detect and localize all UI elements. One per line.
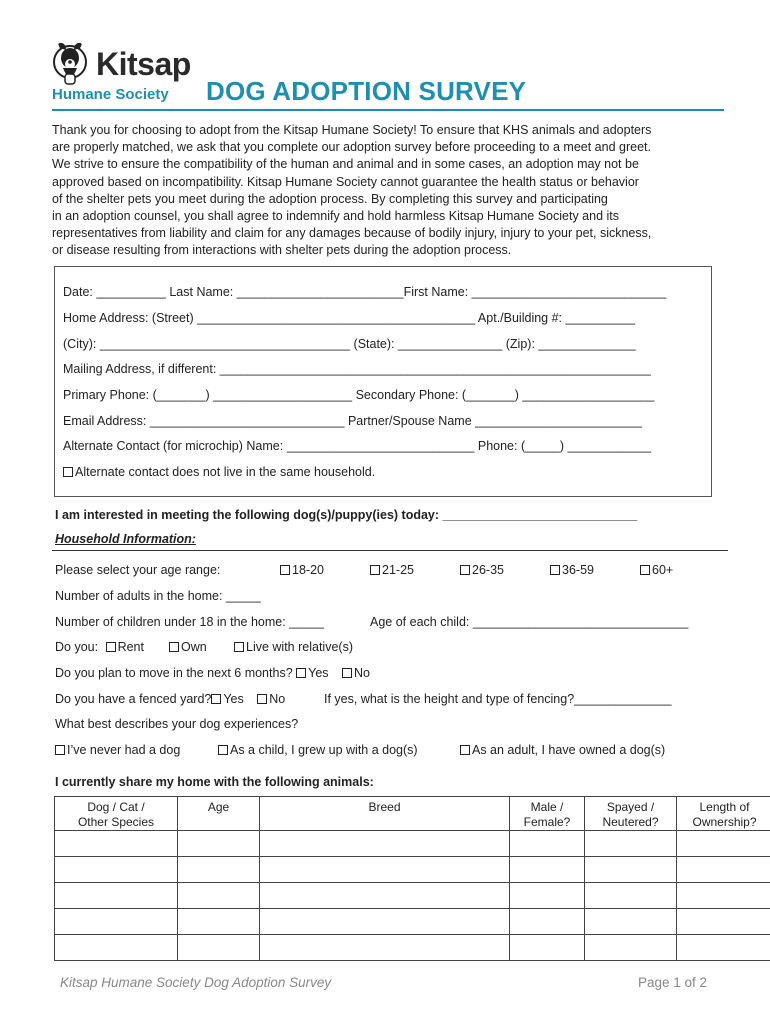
no-label: No <box>269 692 286 706</box>
title-divider <box>52 109 724 111</box>
table-header-row <box>55 797 770 831</box>
experience-option <box>218 744 418 757</box>
fence-question <box>55 693 285 706</box>
column-header: Length of Ownership? <box>677 797 770 831</box>
housing-option: Rent <box>117 640 144 654</box>
age-option <box>550 564 594 577</box>
table-cell[interactable] <box>260 883 510 909</box>
experience-option-label: As a child, I grew up with a dog(s) <box>230 743 418 757</box>
housing-option: Live with relative(s) <box>246 640 353 654</box>
alternate-contact-field[interactable]: Alternate Contact (for microchip) Name: ___________________________ Phone: (_____) ____________ <box>63 439 651 453</box>
intro-line: We strive to ensure the compatibility of the human and animal and in some cases, an adoption may not be <box>52 157 639 172</box>
experience-option <box>460 744 665 757</box>
table-cell[interactable] <box>510 883 585 909</box>
column-header: Breed <box>260 797 510 831</box>
intro-line: in an adoption counsel, you shall agree to indemnify and hold harmless Kitsap Humane Society and its <box>52 209 620 224</box>
interest-field[interactable]: I am interested in meeting the following dog(s)/puppy(ies) today: ____________________________ <box>55 508 638 522</box>
table-cell[interactable] <box>510 857 585 883</box>
checkbox[interactable] <box>106 642 116 652</box>
checkbox[interactable] <box>280 565 290 575</box>
child-ages-field[interactable]: Age of each child: _______________________________ <box>370 615 689 629</box>
yes-label: Yes <box>308 666 329 680</box>
table-cell[interactable] <box>510 909 585 935</box>
intro-line: representatives from liability and claim for any damages because of bodily injury, injury to your pet, sickness, <box>52 226 652 241</box>
experience-option <box>55 744 180 757</box>
age-option <box>640 564 673 577</box>
checkbox[interactable] <box>55 745 65 755</box>
household-divider <box>52 550 728 551</box>
animals-heading: I currently share my home with the following animals: <box>55 775 374 789</box>
housing-label: Do you: <box>55 640 99 654</box>
name-date-field[interactable]: Date: __________ Last Name: ________________________First Name: ____________________________ <box>63 285 667 299</box>
fence-question-label: Do you have a fenced yard? <box>55 692 212 706</box>
page-title: DOG ADOPTION SURVEY <box>206 76 527 106</box>
checkbox[interactable] <box>169 642 179 652</box>
table-cell[interactable] <box>585 883 677 909</box>
housing-option-relative <box>234 641 353 654</box>
column-header: Spayed / Neutered? <box>585 797 677 831</box>
table-cell[interactable] <box>677 935 770 961</box>
table-cell[interactable] <box>55 883 178 909</box>
checkbox[interactable] <box>63 467 73 477</box>
housing-option: Own <box>181 640 207 654</box>
animals-table <box>54 796 770 961</box>
age-option-label: 36-59 <box>562 563 594 577</box>
age-option <box>280 564 324 577</box>
table-cell[interactable] <box>178 935 260 961</box>
table-cell[interactable] <box>677 909 770 935</box>
table-cell[interactable] <box>55 831 178 857</box>
move-question-label: Do you plan to move in the next 6 months? <box>55 666 293 680</box>
table-cell[interactable] <box>585 935 677 961</box>
table-cell[interactable] <box>585 909 677 935</box>
email-partner-field[interactable]: Email Address: ____________________________ Partner/Spouse Name ________________________ <box>63 414 642 428</box>
age-option-label: 60+ <box>652 563 674 577</box>
footer-title: Kitsap Humane Society Dog Adoption Survey <box>60 975 332 990</box>
age-option <box>370 564 414 577</box>
age-range-label: Please select your age range: <box>55 563 221 577</box>
adults-field[interactable]: Number of adults in the home: _____ <box>55 589 261 603</box>
checkbox[interactable] <box>218 745 228 755</box>
checkbox[interactable] <box>460 565 470 575</box>
yes-label: Yes <box>223 692 244 706</box>
checkbox[interactable] <box>234 642 244 652</box>
experience-option-label: I’ve never had a dog <box>67 743 181 757</box>
table-cell[interactable] <box>55 857 178 883</box>
dog-logo-icon <box>52 40 88 86</box>
age-option <box>460 564 504 577</box>
table-cell[interactable] <box>55 935 178 961</box>
intro-paragraph <box>52 122 728 260</box>
table-row <box>55 935 770 961</box>
table-row <box>55 909 770 935</box>
checkbox[interactable] <box>370 565 380 575</box>
fence-height-field[interactable]: If yes, what is the height and type of fencing?______________ <box>324 692 672 706</box>
experience-option-label: As an adult, I have owned a dog(s) <box>472 743 666 757</box>
table-cell[interactable] <box>260 935 510 961</box>
table-cell[interactable] <box>585 831 677 857</box>
intro-line: of the shelter pets you meet during the adoption process. By completing this survey and participating <box>52 191 608 206</box>
household-heading: Household Information: <box>55 532 196 546</box>
checkbox[interactable] <box>460 745 470 755</box>
table-row <box>55 883 770 909</box>
table-cell[interactable] <box>677 857 770 883</box>
table-cell[interactable] <box>585 857 677 883</box>
home-address-field[interactable]: Home Address: (Street) ________________________________________ Apt./Building #: __________ <box>63 311 636 325</box>
checkbox-label: Alternate contact does not live in the same household. <box>75 465 376 479</box>
checkbox[interactable] <box>342 668 352 678</box>
table-cell[interactable] <box>677 883 770 909</box>
age-option-label: 18-20 <box>292 563 324 577</box>
checkbox[interactable] <box>211 694 221 704</box>
mailing-address-field[interactable]: Mailing Address, if different: ______________________________________________________________ <box>63 362 651 376</box>
city-state-zip-field[interactable]: (City): ____________________________________ (State): _______________ (Zip): ______________ <box>63 337 636 351</box>
experience-question: What best describes your dog experiences? <box>55 717 299 731</box>
checkbox[interactable] <box>257 694 267 704</box>
table-cell[interactable] <box>55 909 178 935</box>
no-label: No <box>354 666 370 680</box>
page-number: Page 1 of 2 <box>638 975 708 990</box>
table-cell[interactable] <box>178 831 260 857</box>
logo-name: Kitsap <box>96 46 191 82</box>
phone-fields[interactable]: Primary Phone: (_______) ____________________ Secondary Phone: (_______) ___________________ <box>63 388 655 402</box>
contact-info-box <box>54 266 712 497</box>
table-cell[interactable] <box>260 857 510 883</box>
intro-line: or disease resulting from interactions with shelter pets during the adoption process. <box>52 243 512 258</box>
table-row <box>55 831 770 857</box>
table-cell[interactable] <box>178 883 260 909</box>
intro-line: Thank you for choosing to adopt from the Kitsap Humane Society! To ensure that KHS animals and adopters <box>52 123 652 137</box>
table-cell[interactable] <box>178 857 260 883</box>
column-header: Dog / Cat / Other Species <box>55 797 178 831</box>
table-cell[interactable] <box>178 909 260 935</box>
column-header: Male / Female? <box>510 797 585 831</box>
alternate-contact-checkbox-row <box>63 466 375 479</box>
housing-option-own <box>169 641 207 654</box>
move-question <box>55 667 370 680</box>
table-cell[interactable] <box>510 935 585 961</box>
checkbox[interactable] <box>640 565 650 575</box>
children-field[interactable]: Number of children under 18 in the home: _____ <box>55 615 324 629</box>
checkbox[interactable] <box>296 668 306 678</box>
housing-row <box>55 641 144 654</box>
intro-line: are properly matched, we ask that you complete our adoption survey before proceeding to a meet and greet. <box>52 140 651 155</box>
table-cell[interactable] <box>510 831 585 857</box>
age-option-label: 26-35 <box>472 563 504 577</box>
table-cell[interactable] <box>677 831 770 857</box>
table-cell[interactable] <box>260 831 510 857</box>
checkbox[interactable] <box>550 565 560 575</box>
table-row <box>55 857 770 883</box>
logo-subtitle: Humane Society <box>52 86 169 103</box>
table-cell[interactable] <box>260 909 510 935</box>
column-header: Age <box>178 797 260 831</box>
intro-line: approved based on incompatibility. Kitsap Humane Society cannot guarantee the health status or behavior <box>52 174 639 189</box>
age-option-label: 21-25 <box>382 563 414 577</box>
